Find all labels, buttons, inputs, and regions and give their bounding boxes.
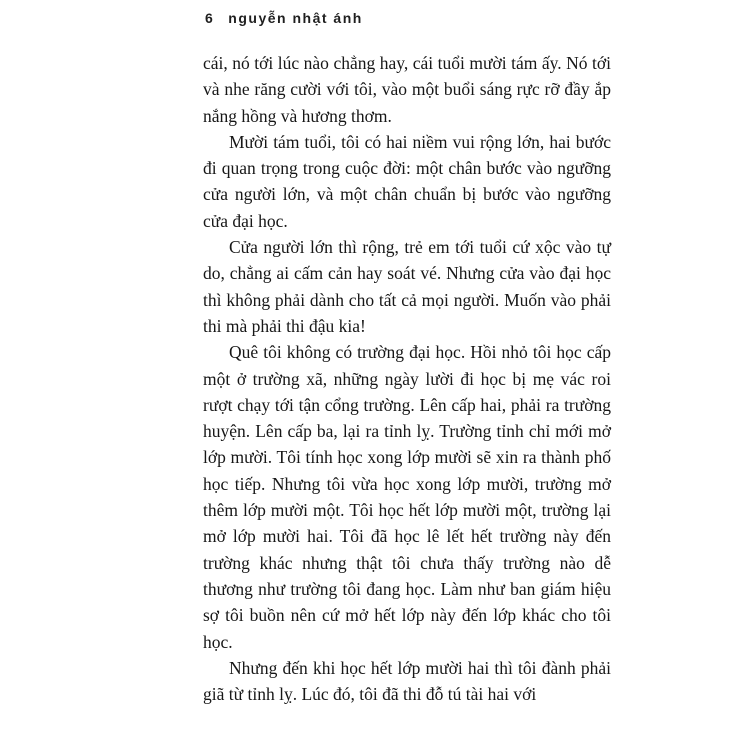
paragraph: Quê tôi không có trường đại học. Hồi nhỏ tôi học cấp một ở trường xã, những ngày lười đi học bị mẹ vác roi rượt chạy tới tận cổng trường. Lên cấp hai, phải ra trường huyện. Lên cấp ba, lại ra tỉnh lỵ. Trường tỉnh chỉ mới mở lớp mười. Tôi tính học xong lớp mười sẽ xin ra thành phố học tiếp. Nhưng tôi vừa học xong lớp mười, trường mở thêm lớp mười một. Tôi học hết lớp mười một, trường lại mở lớp mười hai. Tôi đã học lê lết hết trường này đến trường khác nhưng thật tôi chưa thấy trường nào dễ thương như trường tôi đang học. Làm như ban giám hiệu sợ tôi buồn nên cứ mở hết lớp này đến lớp khác cho tôi học. [203, 342, 611, 652]
paragraph: Mười tám tuổi, tôi có hai niềm vui rộng lớn, hai bước đi quan trọng trong cuộc đời: một chân bước vào ngưỡng cửa người lớn, và một chân chuẩn bị bước vào ngưỡng cửa đại học. [203, 131, 611, 231]
running-header [205, 10, 363, 26]
running-title: nguyễn nhật ánh [228, 10, 363, 26]
paragraph-continuation: cái, nó tới lúc nào chẳng hay, cái tuổi mười tám ấy. Nó tới và nhe răng cười với tôi, vào một buổi sáng rực rỡ đầy ắp nắng hồng và hương thơm. [203, 53, 611, 126]
paragraph: Nhưng đến khi học hết lớp mười hai thì tôi đành phải giã từ tỉnh lỵ. Lúc đó, tôi đã thi đỗ tú tài hai với [203, 657, 611, 705]
text-block [203, 50, 611, 707]
page-number: 6 [205, 10, 215, 26]
paragraph: Cửa người lớn thì rộng, trẻ em tới tuổi cứ xộc vào tự do, chẳng ai cấm cản hay soát vé. Nhưng cửa vào đại học thì không phải dành cho tất cả mọi người. Muốn vào phải thi mà phải thi đậu kia! [203, 237, 611, 336]
